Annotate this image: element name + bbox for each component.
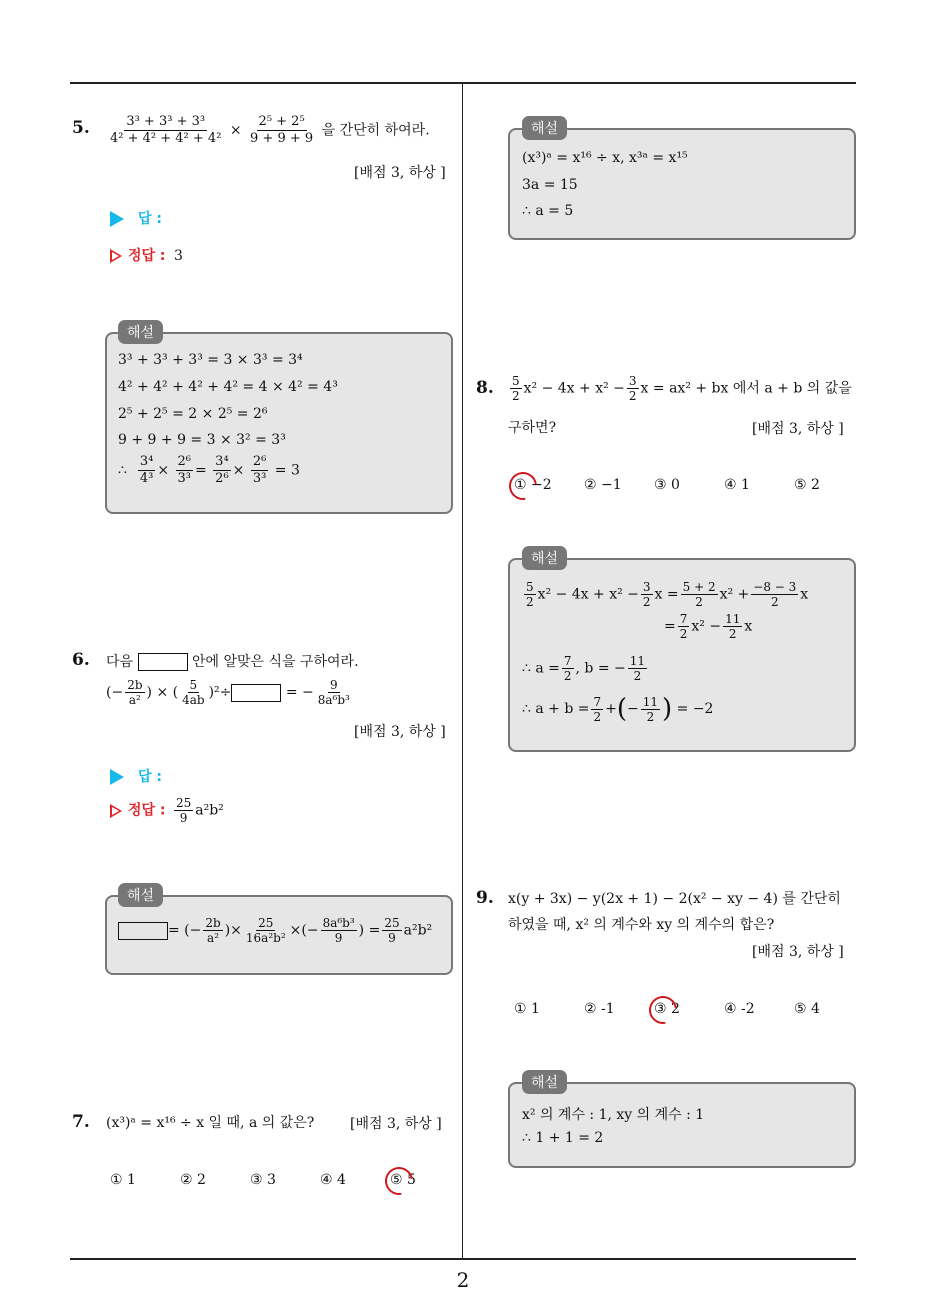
q6-line-1: 다음 안에 알맞은 식을 구하여라.	[106, 654, 359, 670]
q5-answer-label: 답 :	[110, 208, 162, 228]
q5-frac2-num: 2⁵ + 2⁵	[258, 114, 305, 129]
q9-option-4[interactable]: ④ -2	[724, 1001, 755, 1017]
q7-option-5[interactable]: ⑤ 5	[390, 1172, 416, 1188]
q8-line-1: $\frac{5}{2}$ x² − 4x + x² − $\frac{3}{2}$ x = ax² + bx 에서 a + b 의 값을	[512, 374, 852, 403]
q7-solution-line-2: 3a = 15	[522, 177, 578, 193]
q5-number: 5.	[72, 118, 90, 138]
q7-option-4[interactable]: ④ 4	[320, 1172, 346, 1188]
q8-option-5[interactable]: ⑤ 2	[794, 477, 820, 493]
q6-expression: (− $\frac{2b}{\text{a²}}$ ) × ( $\frac{5}{4ab}$ )²÷ = − $\frac{9}{\text{8a⁶b³}}$	[106, 678, 350, 707]
q5-frac1-num: 3³ + 3³ + 3³	[126, 114, 206, 129]
q6-answer-label: 답 :	[110, 766, 162, 786]
q6-solution-line: = (− $\frac{2b}{\text{a²}}$ )× $\frac{25}{\text{16a²b²}}$ ×(− $\frac{\text{8a⁶b³}}{9}$ ) = $\frac{25}{9}$ a²b²	[118, 916, 432, 945]
q9-option-2[interactable]: ② -1	[584, 1001, 615, 1017]
play-icon	[110, 769, 124, 785]
q6-correct-tail: a²b²	[195, 802, 224, 819]
q5-suffix: 을 간단히 하여라.	[321, 122, 430, 139]
q7-option-2[interactable]: ② 2	[180, 1172, 206, 1188]
q8-number: 8.	[476, 378, 494, 398]
q9-score: [배점 3, 하상 ]	[752, 944, 844, 960]
q8-option-1[interactable]: ① −2	[514, 477, 552, 493]
q5-times: ×	[229, 122, 242, 139]
q8-solution-line-2: = $\frac{7}{2}$ x² − $\frac{11}{2}$ x	[664, 612, 753, 641]
q8-line-2: 구하면?	[508, 420, 557, 436]
q9-solution-line-1: x² 의 계수 : 1, xy 의 계수 : 1	[522, 1107, 705, 1123]
q9-marked-circle	[644, 991, 683, 1030]
play-icon	[110, 211, 124, 227]
top-rule	[70, 82, 856, 84]
q8-solution-line-4: ∴ a + b = $\frac{7}{2}$ +(− $\frac{11}{2}$ ) = −2	[522, 694, 714, 724]
outline-triangle-icon	[110, 249, 122, 263]
q8-solution-tag: 해설	[522, 546, 567, 570]
q5-correct-value: 3	[173, 248, 183, 264]
q8-option-3[interactable]: ③ 0	[654, 477, 680, 493]
q5-frac2-den: 9 + 9 + 9	[250, 131, 314, 146]
q7-solution-tag: 해설	[522, 116, 567, 140]
q8-marked-circle	[504, 467, 543, 506]
correct-label: 정답 :	[128, 802, 166, 819]
page-number: 2	[456, 1268, 470, 1292]
q5-solution-line-3: 2⁵ + 2⁵ = 2 × 2⁵ = 2⁶	[118, 406, 268, 422]
q6-correct: 정답 : $\frac{25}{9}$ a²b²	[110, 796, 224, 825]
q6-blank	[138, 653, 188, 671]
q7-number: 7.	[72, 1112, 90, 1132]
q5-frac1-den: 4² + 4² + 4² + 4²	[110, 131, 222, 146]
q9-option-1[interactable]: ① 1	[514, 1001, 540, 1017]
q8-solution-line-1: $\frac{5}{2}$ x² − 4x + x² − $\frac{3}{2}$ x = $\frac{5 + 2}{2}$ x² + $\frac{-8 - 3}{2}$ x	[526, 580, 809, 609]
q9-line-1: x(y + 3x) − y(2x + 1) − 2(x² − xy − 4) 를 간단히	[508, 891, 841, 907]
q5-solution-line-2: 4² + 4² + 4² + 4² = 4 × 4² = 4³	[118, 379, 338, 395]
q6-solution-tag: 해설	[118, 883, 163, 907]
q7-score: [배점 3, 하상 ]	[350, 1116, 442, 1132]
q9-solution-box	[508, 1082, 856, 1168]
outline-triangle-icon	[110, 804, 122, 818]
q5-solution-line-1: 3³ + 3³ + 3³ = 3 × 3³ = 3⁴	[118, 352, 303, 368]
q5-solution-line-5: ∴ $\frac{\text{3⁴}}{\text{4³}}$ × $\frac{\text{2⁶}}{\text{3³}}$ = $\frac{\text{3⁴}}{\text{2⁶}}$ × $\frac{\text{2⁶}}{\text{3³}}$ = 3	[118, 454, 300, 486]
q8-option-4[interactable]: ④ 1	[724, 477, 750, 493]
q7-solution-line-3: ∴ a = 5	[522, 203, 574, 219]
q8-option-2[interactable]: ② −1	[584, 477, 622, 493]
q6-score: [배점 3, 하상 ]	[354, 724, 446, 740]
q7-solution-line-1: (x³)ᵃ = x¹⁶ ÷ x, x³ᵃ = x¹⁵	[522, 150, 688, 166]
q5-score: [배점 3, 하상 ]	[354, 165, 446, 181]
q6-blank-2	[231, 684, 281, 702]
column-divider	[462, 84, 463, 1258]
q9-solution-line-2: ∴ 1 + 1 = 2	[522, 1130, 604, 1146]
q7-marked-circle	[380, 1162, 419, 1201]
q6-number: 6.	[72, 650, 90, 670]
q7-question: (x³)ᵃ = x¹⁶ ÷ x 일 때, a 의 값은?	[106, 1115, 315, 1131]
q9-solution-tag: 해설	[522, 1070, 567, 1094]
q7-option-1[interactable]: ① 1	[110, 1172, 136, 1188]
q5-fraction-2	[248, 114, 315, 147]
q9-option-3[interactable]: ③ 2	[654, 1001, 680, 1017]
q5-correct	[110, 245, 183, 265]
q8-solution-line-3: ∴ a = $\frac{7}{2}$ , b = − $\frac{11}{2}$	[522, 654, 646, 683]
q5-fraction-1	[108, 114, 223, 147]
q9-number: 9.	[476, 888, 494, 908]
q8-score: [배점 3, 하상 ]	[752, 421, 844, 437]
q7-option-3[interactable]: ③ 3	[250, 1172, 276, 1188]
q9-line-2: 하였을 때, x² 의 계수와 xy 의 계수의 합은?	[508, 917, 775, 933]
q5-solution-tag: 해설	[118, 320, 163, 344]
q9-option-5[interactable]: ⑤ 4	[794, 1001, 820, 1017]
q6-solution-blank	[118, 922, 168, 940]
q5-solution-line-4: 9 + 9 + 9 = 3 × 3² = 3³	[118, 432, 286, 448]
q5-question	[106, 114, 430, 147]
correct-label: 정답 :	[128, 248, 166, 264]
bottom-rule	[70, 1258, 856, 1260]
